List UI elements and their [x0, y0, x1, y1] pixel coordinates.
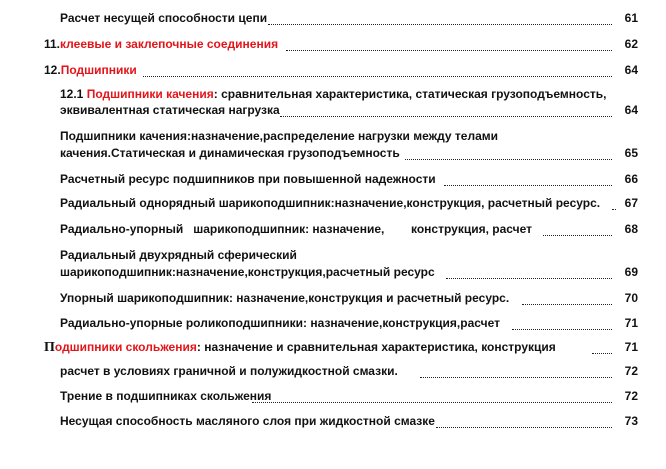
page-number: 72	[624, 364, 638, 378]
toc-entry-title: Подшипники скольжения: назначение и сравнительная характеристика, конструкция	[44, 340, 556, 355]
dot-leader	[405, 159, 612, 160]
page-number: 69	[624, 265, 638, 279]
toc-entry-title: Упорный шарикоподшипник: назначение,конструкция и расчетный ресурс.	[60, 291, 510, 305]
dot-leader	[420, 377, 612, 378]
page-number: 70	[624, 291, 638, 305]
toc-entry-title: эквивалентная статическая нагрузка	[60, 103, 280, 117]
dot-leader	[512, 329, 612, 330]
dot-leader	[543, 235, 612, 236]
toc-entry-title: качения.Статическая и динамическая грузоподъемность	[60, 146, 400, 160]
dot-leader	[286, 50, 612, 51]
toc-entry-title: Радиальный двухрядный сферический	[60, 248, 297, 262]
toc-entry-title: Радиальный однорядный шарикоподшипник:назначение,конструкция, расчетный ресурс.	[60, 196, 601, 210]
dot-leader	[268, 24, 612, 25]
toc-entry-title: Радиально-упорные роликоподшипники: назначение,конструкция,расчет	[60, 316, 500, 330]
dot-leader	[446, 278, 612, 279]
page-number: 71	[624, 340, 638, 354]
dot-leader	[252, 402, 612, 403]
page-number: 64	[624, 103, 638, 117]
toc-entry-title: Расчет несущей способности цепи	[60, 11, 268, 25]
page-number: 62	[624, 37, 638, 51]
page-number: 72	[624, 389, 638, 403]
toc-entry-title: Подшипники качения:назначение,распределение нагрузки между телами	[60, 129, 499, 143]
page-number: 71	[624, 316, 638, 330]
dot-leader	[522, 304, 612, 305]
toc-entry-title: Трение в подшипниках скольжения	[60, 389, 272, 403]
page-number: 67	[624, 196, 638, 210]
page-number: 64	[624, 63, 638, 77]
toc-entry-title: Радиально-упорный шарикоподшипник: назначение, конструкция, расчет	[60, 222, 532, 236]
page-number: 68	[624, 222, 638, 236]
toc-entry-title: шарикоподшипник:назначение,конструкция,расчетный ресурс	[60, 265, 435, 279]
toc-entry-title: Несущая способность масляного слоя при жидкостной смазке	[60, 414, 435, 428]
page-number: 66	[624, 172, 638, 186]
toc-entry-title: 12.1 Подшипники качения: сравнительная характеристика, статическая грузоподъемность,	[60, 87, 607, 101]
dot-leader	[436, 427, 612, 428]
dot-leader	[280, 116, 612, 117]
page-number: 65	[624, 146, 638, 160]
dot-leader	[143, 76, 612, 77]
page-number: 73	[624, 414, 638, 428]
toc-entry-title: 12.Подшипники	[44, 63, 137, 77]
dot-leader	[444, 185, 612, 186]
toc-entry-title: Расчетный ресурс подшипников при повышенной надежности	[60, 172, 436, 186]
page-number: 61	[624, 11, 638, 25]
toc-entry-title: 11.клеевые и заклепочные соединения	[44, 37, 279, 51]
toc-entry-title: расчет в условиях граничной и полужидкостной смазки.	[60, 364, 398, 378]
